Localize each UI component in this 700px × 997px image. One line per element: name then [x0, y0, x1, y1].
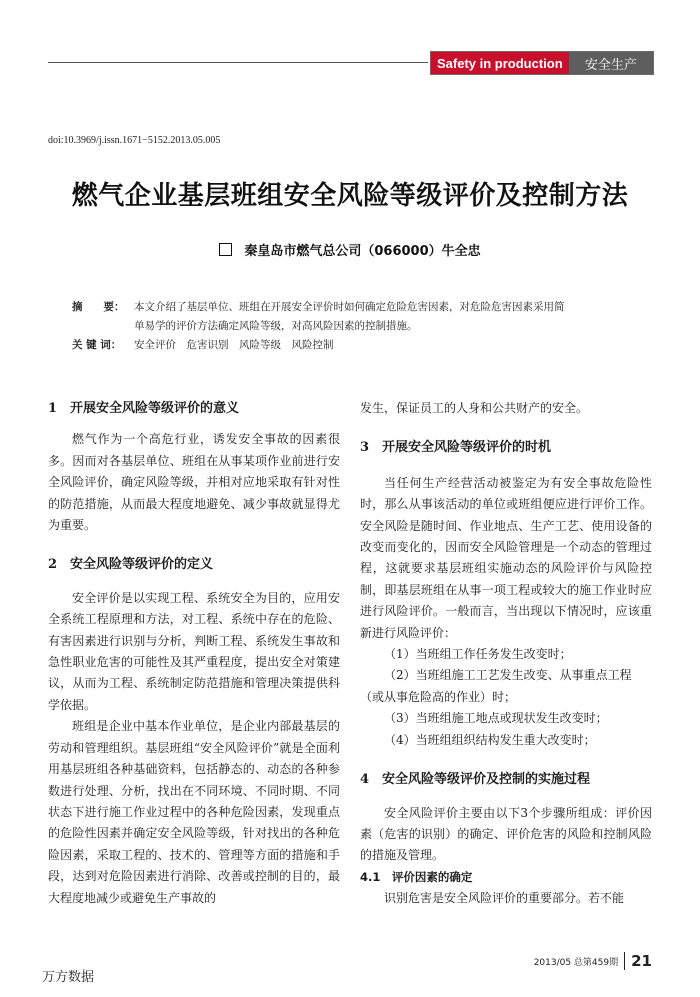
right-column: [360, 398, 652, 910]
section-4-paragraph: 安全风险评价主要由以下3个步骤所组成：评价因素（危害的识别）的确定、评价危害的风险和控制风险的措施及管理。: [360, 805, 652, 863]
abstract-line-2: 单易学的评价方法确定风险等级，对高风险因素的控制措施。: [134, 320, 418, 332]
section-4-1-paragraph: 识别危害是安全风险评价的重要部分。若不能: [384, 891, 625, 906]
section-label-cn: 安全生产: [569, 52, 653, 74]
section-3-number: 3: [360, 440, 370, 456]
abstract-text: [134, 298, 642, 336]
section-2-paragraph-2: 班组是企业中基本作业单位，是企业内部最基层的劳动和管理组织。基层班组“安全风险评价”就是全面利用基层班组各种基础资料，包括静态的、动态的各种参数进行处理、分析，找出在不同环境、不同时期、不同状态下进行施工作业过程中的各种危险因素，发现重点的危险性因素并确定安全风险等级，针对找出的各种危险因素，采取工程的、技术的、管理等方面的措施和手段，达到对危险因素进行消除、改善或控制的目的，最大程度地减少或避免生产事故的: [48, 719, 340, 905]
condition-list: [360, 644, 652, 751]
section-2-heading: [48, 554, 340, 575]
section-4-heading: [360, 769, 652, 790]
abstract-line-1: 本文介绍了基层单位、班组在开展安全评价时如何确定危险危害因素，对危险危害因素采用简: [134, 301, 565, 313]
section-2-number: 2: [48, 557, 58, 573]
section-1-number: 1: [48, 401, 58, 416]
page-footer: [534, 952, 652, 970]
author: 秦皇岛市燃气总公司（066000）牛全忠: [244, 244, 481, 259]
section-1-heading: [48, 398, 340, 419]
author-line: [0, 240, 700, 259]
doi: doi:10.3969/j.issn.1671−5152.2013.05.005: [48, 135, 221, 146]
section-1-paragraph: 燃气作为一个高危行业，诱发安全事故的因素很多。因而对各基层单位、班组在从事某项作业前进行安全风险评价，确定风险等级，并相对应地采取有针对性的防范措施，从而最大程度地避免、减少事故就显得尤为重要。: [48, 432, 340, 533]
section-badge: [430, 51, 654, 75]
list-item: （1）当班组工作任务发生改变时；: [384, 647, 572, 662]
keywords-text: 安全评价 危害识别 风险等级 风险控制: [134, 339, 334, 351]
section-3-paragraph: 当任何生产经营活动被鉴定为有安全事故危险性时，那么从事该活动的单位或班组便应进行评价工作。安全风险是随时间、作业地点、生产工艺、使用设备的改变而变化的，因而安全风险管理是一个动态的管理过程，这就要求基层班组实施动态的风险评价与风险控制，即基层班组在从事一项工程或较大的施工作业时应进行风险评价。一般而言，当出现以下情况时，应该重新进行风险评价：: [360, 475, 652, 640]
page-number: 21: [624, 952, 652, 970]
section-1-title: 开展安全风险等级评价的意义: [70, 401, 240, 416]
section-2-title: 安全风险等级评价的定义: [70, 557, 214, 573]
continued-paragraph: 发生，保证员工的人身和公共财产的安全。: [360, 401, 589, 415]
watermark: 万方数据: [42, 970, 95, 985]
section-3-title: 开展安全风险等级评价的时机: [382, 440, 552, 456]
section-label-en: Safety in production: [431, 52, 569, 74]
abstract-block: [72, 298, 642, 355]
left-column: [48, 398, 340, 909]
article-title: 燃气企业基层班组安全风险等级评价及控制方法: [71, 181, 629, 211]
section-4-number: 4: [360, 772, 370, 788]
list-item: （2）当班组施工工艺发生改变、从事重点工程: [384, 668, 632, 683]
section-3-heading: [360, 437, 652, 458]
list-item-continued: （或从事危险高的作业）时；: [360, 689, 517, 704]
section-4-title: 安全风险等级评价及控制的实施过程: [382, 772, 591, 788]
list-item: （3）当班组施工地点或现状发生改变时；: [384, 711, 608, 726]
header-rule: [48, 62, 428, 63]
keywords-label: 关 键 词：: [72, 339, 122, 351]
list-item: （4）当班组组织结构发生重大改变时；: [384, 732, 596, 747]
section-4-1-heading: 4.1 评价因素的确定: [360, 869, 473, 884]
abstract-label: 摘 要：: [72, 301, 125, 313]
square-bullet-icon: [219, 243, 232, 256]
section-2-paragraph-1: 安全评价是以实现工程、系统安全为目的，应用安全系统工程原理和方法，对工程、系统中存在的危险、有害因素进行识别与分析，判断工程、系统发生事故和急性职业危害的可能性及其严重程度，提出安全对策建议，从而为工程、系统制定防范措施和管理决策提供科学依据。: [48, 590, 340, 712]
issue-info: 2013/05 总第459期: [533, 957, 619, 968]
